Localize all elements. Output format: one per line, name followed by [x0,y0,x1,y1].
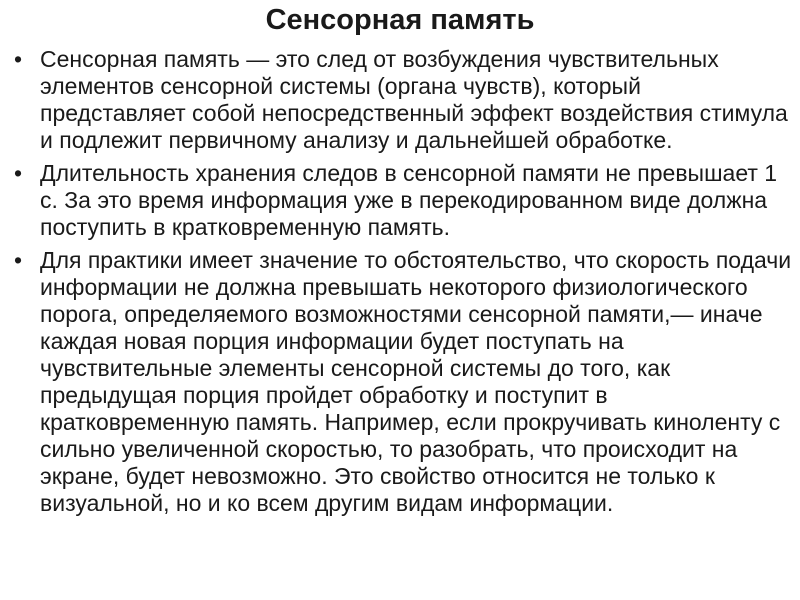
bullet-icon: • [14,46,23,72]
bullet-text: Длительность хранения следов в сенсорной памяти не превышает 1 с. За это время информация уже в перекодированном виде должна поступить в кратковременную память. [40,160,778,240]
bullet-text: Сенсорная память — это след от возбуждения чувствительных элементов сенсорной системы (органа чувств), который представляет собой непосредственный эффект воздействия стимула и подлежит первичному анализу и дальнейшей обработке. [40,46,788,153]
bullet-list [12,46,792,523]
bullet-item-duration [12,160,792,241]
bullet-item-practice [12,247,792,517]
bullet-text: Для практики имеет значение то обстоятельство, что скорость подачи информации не должна превышать некоторого физиологического порога, определяемого возможностями сенсорной памяти,— иначе каждая новая порция информации будет поступать на чувствительные элементы сенсорной системы до того, как предыдущая порция пройдет обработку и поступит в кратковременную память. Например, если прокручивать киноленту с сильно увеличенной скоростью, то разобрать, что происходит на экране, будет невозможно. Это свойство относится не только к визуальной, но и ко всем другим видам информации. [40,247,792,516]
bullet-icon: • [14,160,23,186]
bullet-item-definition [12,46,792,154]
bullet-icon: • [14,247,23,273]
slide-title: Сенсорная память [265,4,535,36]
